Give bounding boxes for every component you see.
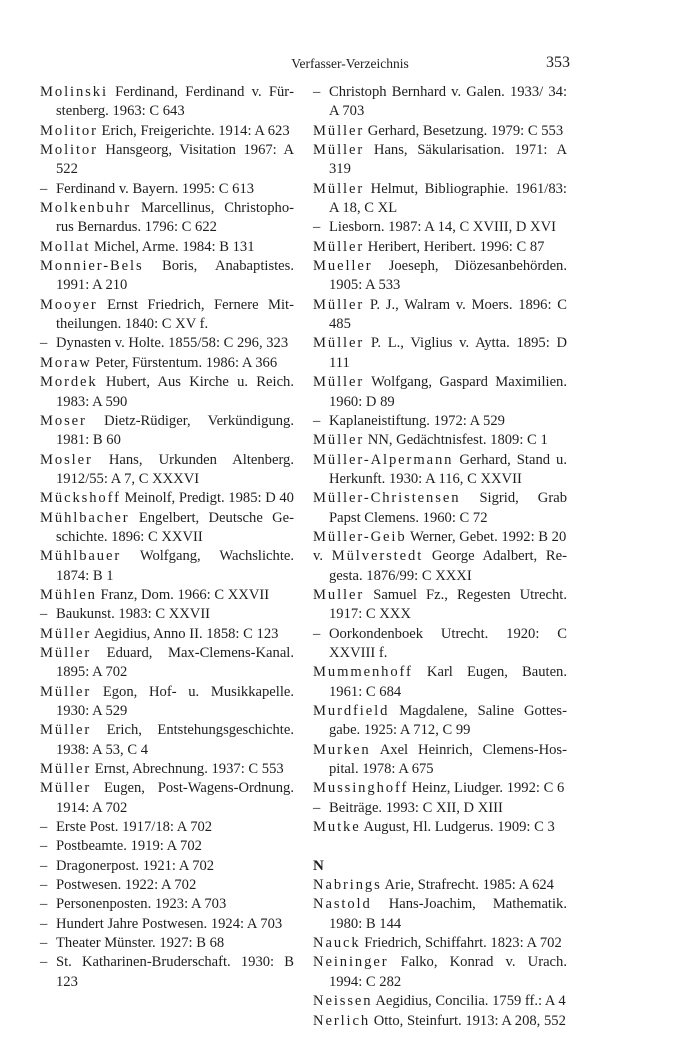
index-entry <box>313 489 567 528</box>
entry-text: Eugen, Post-Wagens-Ordnung. 1914: A 702 <box>56 780 294 816</box>
author-surname: Mutke <box>313 819 361 836</box>
index-entry <box>40 257 294 296</box>
index-entry <box>40 412 294 451</box>
index-subentry <box>40 953 294 992</box>
author-surname: Mühlbauer <box>40 548 122 565</box>
entry-text: Postwesen. 1922: A 702 <box>56 877 197 894</box>
entry-text: Arie, Strafrecht. 1985: A 624 <box>381 877 554 894</box>
index-entry <box>313 1012 567 1031</box>
author-surname: Müller <box>313 122 365 139</box>
author-surname: Müller <box>313 238 365 255</box>
entry-text: Falko, Konrad v. Urach. 1994: C 282 <box>329 954 567 990</box>
author-surname: Müller <box>313 335 365 352</box>
entry-text: Theater Münster. 1927: B 68 <box>56 935 225 952</box>
right-column-m-entries <box>313 83 567 837</box>
index-entry <box>313 586 567 625</box>
author-surname: Neissen <box>313 993 373 1010</box>
author-surname: Müller <box>313 432 365 449</box>
index-subentry <box>40 895 294 914</box>
index-entry <box>313 934 567 953</box>
index-entry <box>313 953 567 992</box>
author-surname: Müller <box>313 374 365 391</box>
running-head-title: Verfasser-Verzeichnis <box>291 56 409 71</box>
entry-text: P. J., Walram v. Moers. 1896: C 485 <box>329 296 567 333</box>
entry-text: P. L., Viglius v. Aytta. 1895: D 111 <box>329 335 567 371</box>
entry-text: Hansgeorg, Visitation 1967: A 522 <box>56 142 294 178</box>
entry-text: Friedrich, Schiffahrt. 1823: A 702 <box>360 935 562 952</box>
index-subentry <box>40 915 294 934</box>
entry-text: Hubert, Aus Kirche u. Reich. 1983: A 590 <box>56 374 294 410</box>
index-entry <box>40 509 294 548</box>
page-number: 353 <box>546 54 570 71</box>
index-entry <box>40 354 294 373</box>
section-n-entries <box>313 876 567 1031</box>
entry-text: Ernst Friedrich, Fernere Mittheilungen. 1840: C XV f. <box>56 296 294 333</box>
author-surname: Moraw <box>40 354 92 371</box>
index-entry <box>40 373 294 412</box>
entry-text: Magdalene, Saline Gottesgabe. 1925: A 712, C 99 <box>329 703 567 739</box>
entry-text: Liesborn. 1987: A 14, C XVIII, D XVI <box>329 219 556 236</box>
index-entry <box>313 547 567 586</box>
index-entry <box>313 122 567 141</box>
index-entry <box>40 683 294 722</box>
index-entry <box>313 451 567 490</box>
entry-text: Oorkondenboek Utrecht. 1920: C XXVIII f. <box>329 625 567 661</box>
author-surname: Muller <box>313 586 365 603</box>
index-subentry <box>40 180 294 199</box>
entry-text: Gerhard, Stand u. Herkunft. 1930: A 116, C XXVII <box>329 451 567 487</box>
dash-marker: – <box>40 606 48 623</box>
index-entry <box>40 644 294 683</box>
entry-text: Kaplaneistiftung. 1972: A 529 <box>329 412 505 429</box>
author-surname: Müller <box>40 644 92 661</box>
entry-text: Axel Heinrich, Clemens-Hospital. 1978: A 675 <box>329 741 567 778</box>
dash-marker: – <box>40 335 48 352</box>
entry-text: Boris, Anabaptistes. 1991: A 210 <box>56 258 294 294</box>
index-entry <box>40 83 294 122</box>
index-entry <box>40 586 294 605</box>
index-entry <box>313 528 567 547</box>
entry-text: Franz, Dom. 1966: C XXVII <box>96 586 270 603</box>
entry-text: Sigrid, Grab Papst Clemens. 1960: C 72 <box>329 490 567 526</box>
author-surname: Mueller <box>313 258 373 275</box>
author-surname: Moser <box>40 412 87 429</box>
entry-text: Werner, Gebet. 1992: B 20 <box>406 528 567 545</box>
dash-marker: – <box>40 896 48 913</box>
author-surname: Mooyer <box>40 296 98 313</box>
entry-text: Heribert, Heribert. 1996: C 87 <box>364 238 545 255</box>
entry-text: Aegidius, Concilia. 1759 ff.: A 4 <box>372 993 566 1010</box>
author-surname: Nerlich <box>313 1012 371 1029</box>
author-surname: Mühlen <box>40 586 97 603</box>
author-surname: Müller <box>313 142 365 159</box>
author-surname: Müller-Alpermann <box>313 451 454 468</box>
author-surname: Mühlbacher <box>40 509 130 526</box>
dash-marker: – <box>40 877 48 894</box>
index-entry <box>313 818 567 837</box>
index-entry <box>313 238 567 257</box>
index-subentry <box>40 857 294 876</box>
index-entry <box>40 451 294 490</box>
entry-text: Joeseph, Diözesanbehörden. 1905: A 533 <box>329 258 567 294</box>
author-surname: Molinski <box>40 84 108 100</box>
entry-text: Michel, Arme. 1984: B 131 <box>90 238 255 255</box>
entry-text: Postbeamte. 1919: A 702 <box>56 838 202 855</box>
entry-text: Heinz, Liudger. 1992: C 6 <box>408 780 565 797</box>
index-entry <box>40 721 294 760</box>
entry-text: St. Katharinen-Bruderschaft. 1930: B 123 <box>56 954 294 990</box>
index-subentry <box>40 818 294 837</box>
author-surname: Mordek <box>40 374 98 391</box>
dash-marker: – <box>40 935 48 952</box>
author-surname: Müller <box>40 683 92 700</box>
entry-text: Hans, Urkunden Altenberg. 1912/55: A 7, C XXXVI <box>56 451 294 487</box>
entry-text: Dynasten v. Holte. 1855/58: C 296, 323 <box>56 335 289 352</box>
entry-text: Ernst, Abrechnung. 1937: C 553 <box>91 761 284 778</box>
author-surname: Nastold <box>313 896 372 913</box>
index-entry <box>40 238 294 257</box>
index-subentry <box>313 218 567 237</box>
entry-text: Gerhard, Besetzung. 1979: C 553 <box>364 122 564 139</box>
index-subentry <box>313 625 567 664</box>
entry-text: Dragonerpost. 1921: A 702 <box>56 857 215 874</box>
author-surname: Murken <box>313 741 371 758</box>
author-surname: Müller <box>40 780 92 797</box>
index-entry <box>40 760 294 779</box>
entry-text: Wolfgang, Wachslichte. 1874: B 1 <box>56 548 294 584</box>
entry-text: Marcellinus, Christophorus Bernardus. 1796: C 622 <box>56 200 294 236</box>
index-entry <box>40 122 294 141</box>
index-entry <box>313 702 567 741</box>
entry-text: Baukunst. 1983: C XXVII <box>56 606 211 623</box>
index-entry <box>313 431 567 450</box>
entry-text: Erich, Entstehungsgeschichte. 1938: A 53, C 4 <box>56 722 294 758</box>
index-subentry <box>40 334 294 353</box>
dash-marker: – <box>40 915 48 932</box>
entry-text: Engelbert, Deutsche Geschichte. 1896: C XXVII <box>56 509 294 545</box>
author-surname: Müller-Geib <box>313 528 407 545</box>
entry-text: Wolfgang, Gaspard Maximilien. 1960: D 89 <box>329 374 567 410</box>
author-surname: Neininger <box>313 954 389 971</box>
dash-marker: – <box>40 180 48 197</box>
running-head <box>0 56 700 76</box>
entry-text: Samuel Fz., Regesten Utrecht. 1917: C XXX <box>329 586 567 623</box>
dash-marker: – <box>40 838 48 855</box>
author-surname: Nauck <box>313 935 361 952</box>
dash-marker: – <box>313 625 321 642</box>
author-surname: Nabrings <box>313 877 382 894</box>
index-entry <box>313 741 567 780</box>
author-surname: Mülverstedt <box>331 548 424 565</box>
dash-marker: – <box>40 819 48 836</box>
index-entry <box>40 199 294 238</box>
index-subentry <box>40 876 294 895</box>
section-heading-n: N <box>313 857 324 874</box>
author-surname: Mosler <box>40 451 93 468</box>
index-subentry <box>40 837 294 856</box>
entry-text: Personenposten. 1923: A 703 <box>56 896 227 913</box>
index-entry <box>313 296 567 335</box>
dash-marker: – <box>313 412 321 429</box>
dash-marker: – <box>40 857 48 874</box>
index-subentry <box>313 412 567 431</box>
entry-text: Karl Eugen, Bauten. 1961: C 684 <box>329 664 567 700</box>
entry-text: Meinolf, Predigt. 1985: D 40 <box>120 490 294 507</box>
entry-text: Ferdinand, Ferdinand v. Fürstenberg. 1963: C 643 <box>56 84 294 120</box>
entry-text: Eduard, Max-Clemens-Kanal. 1895: A 702 <box>56 644 294 681</box>
author-surname: Mussinghoff <box>313 780 409 797</box>
entry-text: Erste Post. 1917/18: A 702 <box>56 819 213 836</box>
index-subentry <box>313 83 567 122</box>
index-entry <box>40 141 294 180</box>
author-surname: Murdfield <box>313 703 390 719</box>
entry-text: Egon, Hof- u. Musikkapelle. 1930: A 529 <box>56 683 294 719</box>
index-subentry <box>40 934 294 953</box>
entry-text: Erich, Freigerichte. 1914: A 623 <box>97 122 290 139</box>
author-surname: Mollat <box>40 238 91 255</box>
author-surname: Müller <box>40 625 92 642</box>
left-column <box>40 83 294 992</box>
index-entry <box>40 779 294 818</box>
author-surname: Molkenbuhr <box>40 200 132 217</box>
entry-text: Ferdinand v. Bayern. 1995: C 613 <box>56 180 255 197</box>
index-entry <box>40 625 294 644</box>
author-surname: Molitor <box>40 122 98 139</box>
dash-marker: – <box>313 219 321 236</box>
author-surname: Müller <box>313 180 365 197</box>
index-entry <box>313 992 567 1011</box>
index-subentry <box>313 799 567 818</box>
author-surname: Müller <box>40 722 92 739</box>
author-surname: Monnier-Bels <box>40 258 144 275</box>
dash-marker: – <box>313 84 321 100</box>
index-entry <box>313 141 567 180</box>
name-prefix: v. <box>313 548 332 565</box>
index-entry <box>313 895 567 934</box>
dash-marker: – <box>40 954 48 971</box>
dash-marker: – <box>313 799 321 816</box>
entry-text: Hundert Jahre Postwesen. 1924: A 703 <box>56 915 283 932</box>
index-entry <box>40 296 294 335</box>
entry-text: Hans-Joachim, Mathematik. 1980: B 144 <box>329 896 567 932</box>
author-surname: Molitor <box>40 142 98 159</box>
entry-text: George Adalbert, Regesta. 1876/99: C XXXI <box>329 548 567 584</box>
index-entry <box>313 663 567 702</box>
index-entry <box>313 257 567 296</box>
entry-text: Beiträge. 1993: C XII, D XIII <box>329 799 503 816</box>
entry-text: Helmut, Bibliographie. 1961/83: A 18, C XL <box>329 180 567 217</box>
entry-text: August, Hl. Ludgerus. 1909: C 3 <box>360 819 555 836</box>
entry-text: Hans, Säkularisation. 1971: A 319 <box>329 142 567 178</box>
entry-text: Peter, Fürstentum. 1986: A 366 <box>91 354 278 371</box>
author-surname: Müller-Christensen <box>313 490 461 507</box>
author-surname: Müller <box>313 296 365 313</box>
index-entry <box>313 334 567 373</box>
index-subentry <box>40 605 294 624</box>
right-column <box>313 83 567 1031</box>
entry-text: Otto, Steinfurt. 1913: A 208, 552 <box>370 1012 566 1029</box>
author-surname: Mummenhoff <box>313 664 413 681</box>
author-surname: Müller <box>40 761 92 778</box>
index-entry <box>313 779 567 798</box>
index-entry <box>40 547 294 586</box>
entry-text: Aegidius, Anno II. 1858: C 123 <box>91 625 279 642</box>
index-entry <box>313 180 567 219</box>
entry-text: Christoph Bernhard v. Galen. 1933/ 34: A 703 <box>329 84 567 120</box>
author-surname: Mückshoff <box>40 490 121 507</box>
entry-text: Dietz-Rüdiger, Verkündigung. 1981: B 60 <box>56 412 294 449</box>
index-entry <box>313 373 567 412</box>
entry-text: NN, Gedächtnisfest. 1809: C 1 <box>364 432 548 449</box>
index-entry <box>40 489 294 508</box>
index-entry <box>313 876 567 895</box>
